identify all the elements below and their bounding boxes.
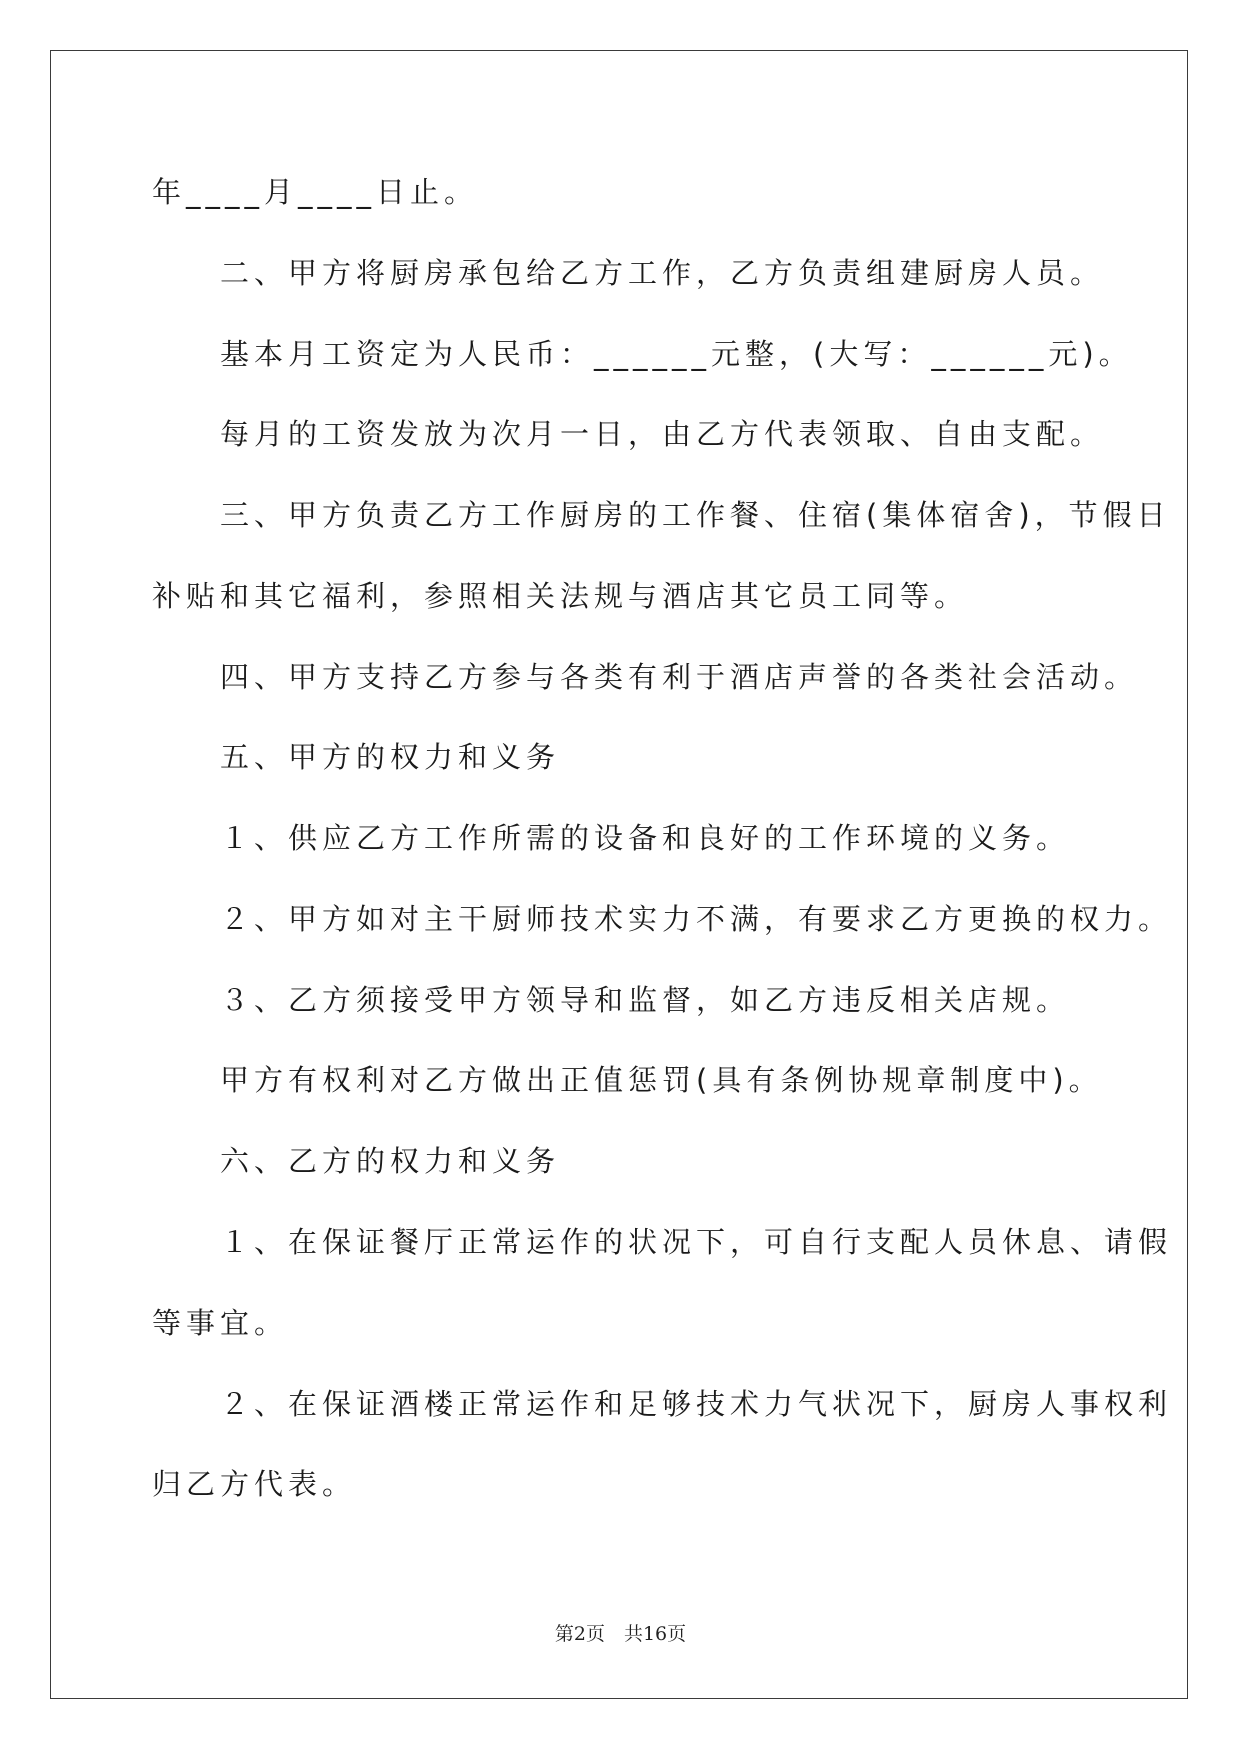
text-line-17: 归乙方代表。 — [152, 1467, 357, 1501]
text-line-4: 每月的工资发放为次月一日，由乙方代表领取、自由支配。 — [152, 417, 1105, 451]
text-line-8: 五、甲方的权力和义务 — [152, 740, 561, 774]
text-line-1: 年____月____日止。 — [152, 175, 479, 209]
page-border — [50, 50, 1188, 1699]
text-line-7: 四、甲方支持乙方参与各类有利于酒店声誉的各类社会活动。 — [152, 660, 1139, 694]
page-number-footer: 第2页 共16页 — [554, 1623, 687, 1645]
text-line-9: １、供应乙方工作所需的设备和良好的工作环境的义务。 — [152, 821, 1071, 855]
text-line-10: ２、甲方如对主干厨师技术实力不满，有要求乙方更换的权力。 — [152, 902, 1173, 936]
text-line-11: ３、乙方须接受甲方领导和监督，如乙方违反相关店规。 — [152, 983, 1071, 1017]
text-line-5: 三、甲方负责乙方工作厨房的工作餐、住宿(集体宿舍)，节假日 — [152, 498, 1171, 532]
text-line-16: ２、在保证酒楼正常运作和足够技术力气状况下，厨房人事权利 — [152, 1387, 1173, 1421]
text-line-12: 甲方有权利对乙方做出正值惩罚(具有条例协规章制度中)。 — [152, 1063, 1103, 1097]
text-line-15: 等事宜。 — [152, 1306, 289, 1340]
text-line-13: 六、乙方的权力和义务 — [152, 1144, 561, 1178]
text-line-6: 补贴和其它福利，参照相关法规与酒店其它员工同等。 — [152, 579, 969, 613]
text-line-2: 二、甲方将厨房承包给乙方工作，乙方负责组建厨房人员。 — [152, 256, 1105, 290]
text-line-3: 基本月工资定为人民币：______元整，(大写：______元)。 — [152, 337, 1133, 371]
text-line-14: １、在保证餐厅正常运作的状况下，可自行支配人员休息、请假 — [152, 1225, 1173, 1259]
